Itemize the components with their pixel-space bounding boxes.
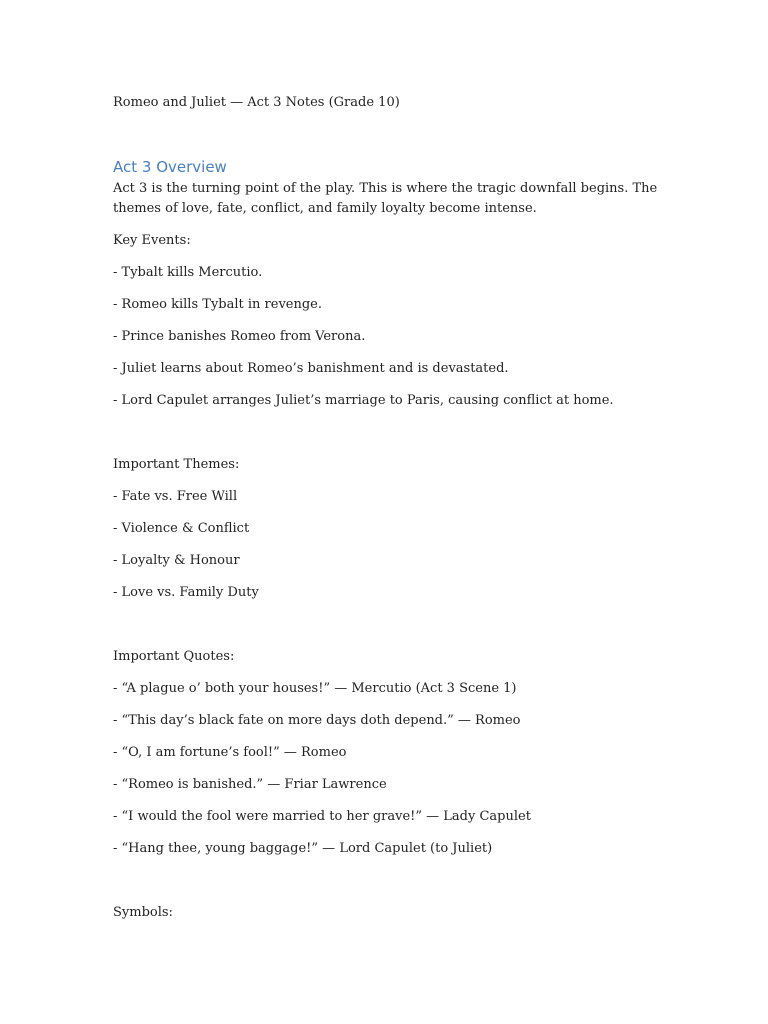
themes-label: Important Themes: xyxy=(113,457,240,472)
section-heading-act3-overview: Act 3 Overview xyxy=(113,158,227,176)
list-item: - “Romeo is banished.” — Friar Lawrence xyxy=(113,777,387,792)
list-item: - “I would the fool were married to her grave!” — Lady Capulet xyxy=(113,809,531,824)
list-item: - Romeo kills Tybalt in revenge. xyxy=(113,297,323,312)
list-item: - “O, I am fortune’s fool!” — Romeo xyxy=(113,745,347,760)
list-item: - Love vs. Family Duty xyxy=(113,585,259,600)
intro-paragraph: Act 3 is the turning point of the play. This is where the tragic downfall begins. The themes of love, fate, conflict, and family loyalty become intense. xyxy=(113,181,658,216)
list-item: - “This day’s black fate on more days doth depend.” — Romeo xyxy=(113,713,521,728)
list-item: - Loyalty & Honour xyxy=(113,553,240,568)
list-item: - “Hang thee, young baggage!” — Lord Capulet (to Juliet) xyxy=(113,841,493,856)
list-item: - Lord Capulet arranges Juliet’s marriage to Paris, causing conflict at home. xyxy=(113,393,614,408)
document-title: Romeo and Juliet — Act 3 Notes (Grade 10) xyxy=(113,95,400,110)
list-item: - Prince banishes Romeo from Verona. xyxy=(113,329,366,344)
list-item: - “A plague o’ both your houses!” — Mercutio (Act 3 Scene 1) xyxy=(113,681,517,696)
quotes-label: Important Quotes: xyxy=(113,649,235,664)
list-item: - Tybalt kills Mercutio. xyxy=(113,265,263,280)
key-events-label: Key Events: xyxy=(113,233,191,248)
symbols-label: Symbols: xyxy=(113,905,173,920)
list-item: - Juliet learns about Romeo’s banishment and is devastated. xyxy=(113,361,509,376)
list-item: - Fate vs. Free Will xyxy=(113,489,238,504)
list-item: - Violence & Conflict xyxy=(113,521,250,536)
document-body xyxy=(113,93,673,923)
